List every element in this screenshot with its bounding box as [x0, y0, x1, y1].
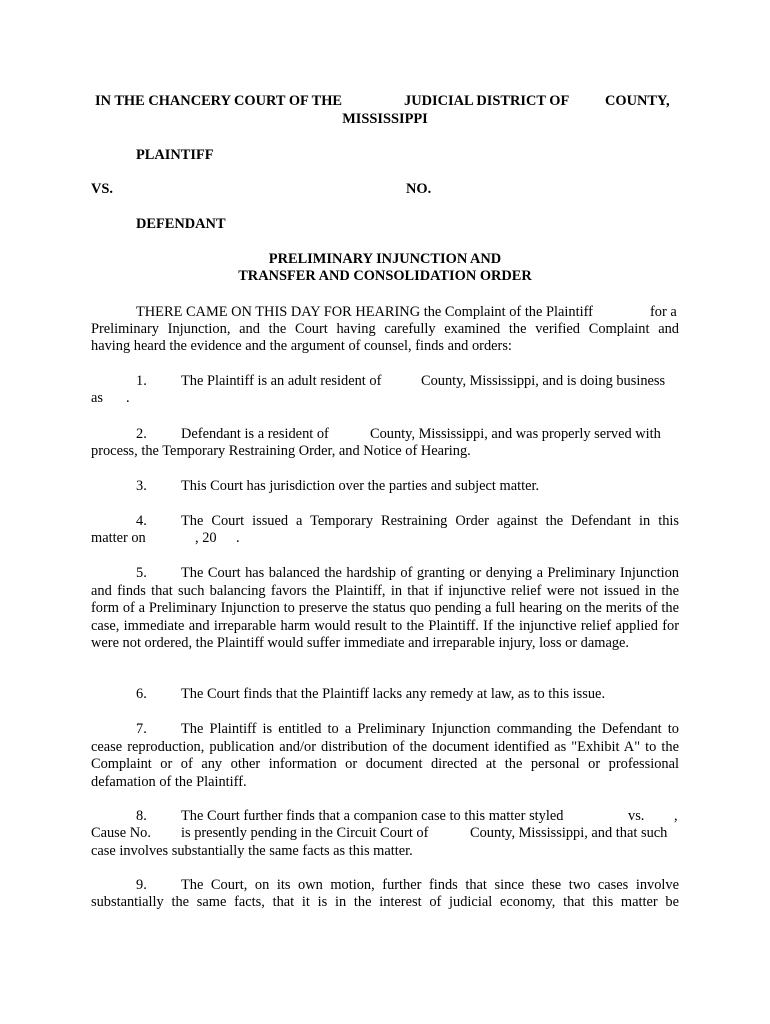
item-8-text-d: Cause No. [91, 825, 151, 841]
item-8-text-e: is presently pending in the Circuit Court of [181, 825, 429, 841]
item-1-text-c: as [91, 390, 103, 406]
item-9-number: 9. [136, 877, 147, 893]
item-9-text-a: The Court, on its own motion, further finds that since these two cases involve [181, 877, 679, 893]
item-1-text-d: . [126, 390, 130, 406]
item-1-text-b: County, Mississippi, and is doing business [421, 373, 666, 389]
item-5 [91, 565, 679, 653]
item-5-number: 5. [136, 565, 147, 581]
intro-line3: having heard the evidence and the argument of counsel, finds and orders: [91, 338, 512, 354]
item-8-text-a: The Court further finds that a companion case to this matter styled [181, 808, 564, 824]
item-2-text-b: County, Mississippi, and was properly served with [370, 426, 661, 442]
item-2-text-a: Defendant is a resident of [181, 426, 329, 442]
item-7-number: 7. [136, 721, 147, 737]
case-number-label: NO. [406, 181, 432, 197]
item-4-text-b: matter on [91, 530, 146, 546]
item-8-text-c: , [674, 808, 678, 824]
order-title-line2: TRANSFER AND CONSOLIDATION ORDER [238, 268, 532, 284]
intro-line2: Preliminary Injunction, and the Court having carefully examined the verified Complaint and [91, 321, 679, 337]
item-5-text: The Court has balanced the hardship of granting or denying a Preliminary Injunction and finds that such balancing favors the Plaintiff, in that if injunctive relief were not issued in the form of a Preliminary Injunction to preserve the status quo pending a full hearing on the merits of the case, immediate and irreparable harm would result to the Plaintiff. If the injunctive relief applied for were not ordered, the Plaintiff would suffer immediate and irreparable injury, loss or damage. [91, 565, 679, 651]
caption-court-text: IN THE CHANCERY COURT OF THE [95, 93, 342, 109]
intro-line1b: for a [650, 304, 677, 320]
item-7 [91, 721, 679, 791]
caption-state-text: MISSISSIPPI [342, 111, 428, 127]
item-9-text-b: substantially the same facts, that it is in the interest of judicial economy, that this matter be [91, 894, 679, 910]
item-3-text: This Court has jurisdiction over the parties and subject matter. [181, 478, 540, 494]
item-3-number: 3. [136, 478, 147, 494]
caption-district-text: JUDICIAL DISTRICT OF [404, 93, 570, 109]
caption-county-text: COUNTY, [605, 93, 670, 109]
item-1-text-a: The Plaintiff is an adult resident of [181, 373, 382, 389]
order-title-line1: PRELIMINARY INJUNCTION AND [268, 251, 502, 267]
item-7-text: The Plaintiff is entitled to a Preliminary Injunction commanding the Defendant to cease reproduction, publication and/or distribution of the document identified as "Exhibit A" to the Complaint or of any other information or document directed at the personal or professional defamation of the Plaintiff. [91, 721, 679, 790]
defendant-label: DEFENDANT [136, 216, 226, 232]
item-2-text-c: process, the Temporary Restraining Order, and Notice of Hearing. [91, 443, 471, 459]
item-8-number: 8. [136, 808, 147, 824]
versus-label: VS. [91, 181, 113, 197]
item-4-text-c: , 20 [195, 530, 217, 546]
plaintiff-label: PLAINTIFF [136, 147, 214, 163]
item-8-text-g: case involves substantially the same facts as this matter. [91, 843, 413, 859]
item-4-text-a: The Court issued a Temporary Restraining Order against the Defendant in this [181, 513, 679, 529]
item-4-text-d: . [236, 530, 240, 546]
item-6-text: The Court finds that the Plaintiff lacks any remedy at law, as to this issue. [181, 686, 606, 702]
item-8-text-b: vs. [628, 808, 645, 824]
item-2-number: 2. [136, 426, 147, 442]
intro-line1a: THERE CAME ON THIS DAY FOR HEARING the Complaint of the Plaintiff [136, 304, 593, 320]
item-1-number: 1. [136, 373, 147, 389]
item-8-text-f: County, Mississippi, and that such [470, 825, 668, 841]
item-4-number: 4. [136, 513, 147, 529]
item-6-number: 6. [136, 686, 147, 702]
